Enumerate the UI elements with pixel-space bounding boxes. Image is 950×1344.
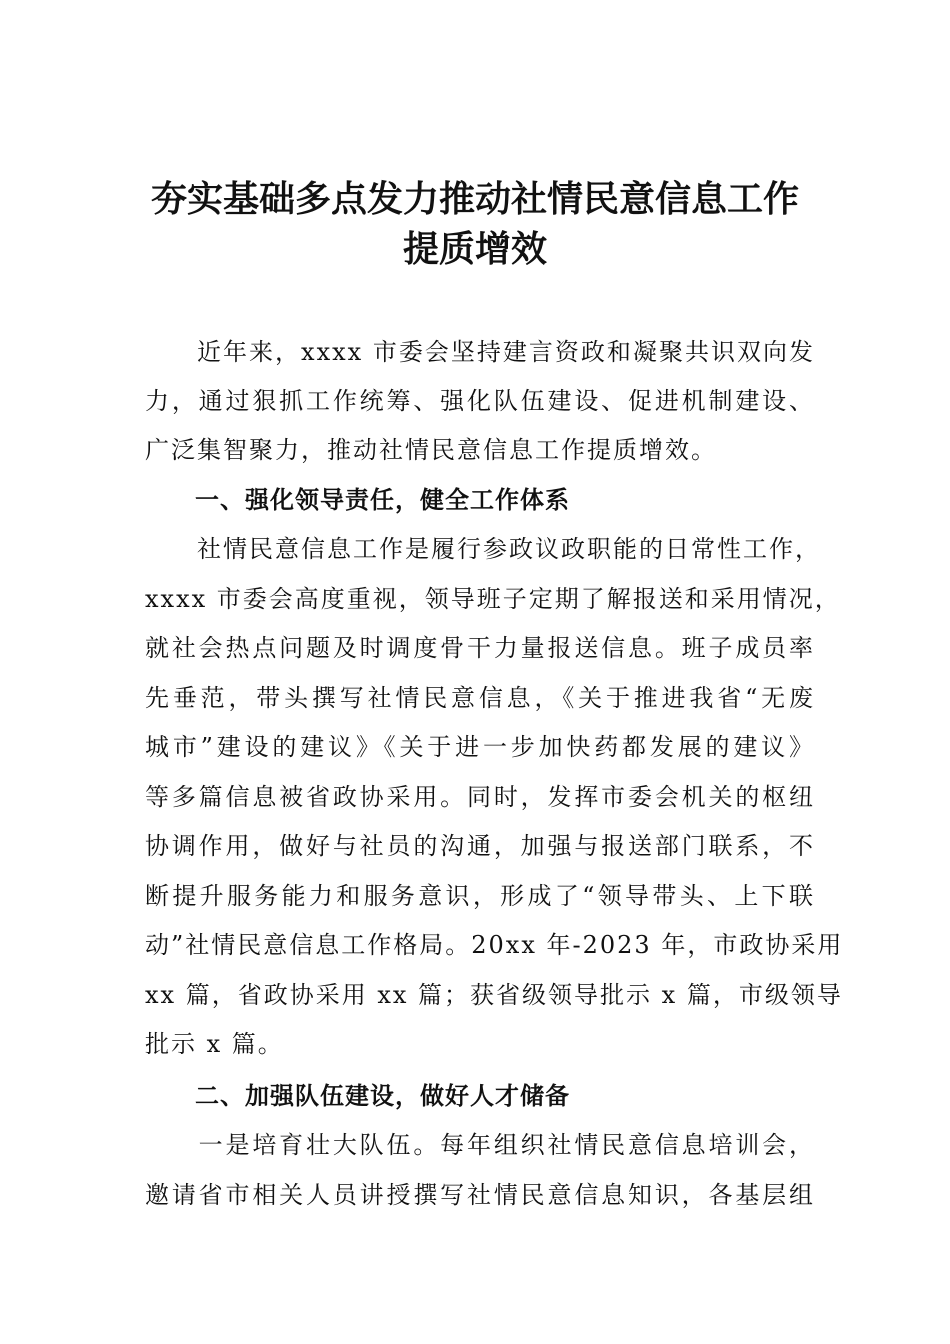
paragraph-line: 断提升服务能力和服务意识，形成了“领导带头、上下联 — [145, 882, 815, 910]
paragraph-line: 动”社情民意信息工作格局。20xx 年-2023 年，市政协采用 — [145, 931, 844, 959]
paragraph-line: 一是培育壮大队伍。每年组织社情民意信息培训会， — [145, 1131, 815, 1159]
paragraph-line: 批示 x 篇。 — [145, 1030, 284, 1058]
paragraph-line: 协调作用，做好与社员的沟通，加强与报送部门联系，不 — [145, 832, 815, 860]
paragraph-line: 广泛集智聚力，推动社情民意信息工作提质增效。 — [145, 436, 717, 464]
document-title-line-1: 夯实基础多点发力推动社情民意信息工作 — [150, 178, 799, 220]
paragraph-line: 先垂范，带头撰写社情民意信息，《关于推进我省“无废 — [145, 684, 815, 712]
section-heading-1: 一、强化领导责任，健全工作体系 — [195, 486, 570, 514]
paragraph-line: xx 篇，省政协采用 xx 篇；获省级领导批示 x 篇，市级领导 — [145, 981, 843, 1009]
paragraph-line: xxxx 市委会高度重视，领导班子定期了解报送和采用情况， — [145, 585, 841, 613]
paragraph-line: 就社会热点问题及时调度骨干力量报送信息。班子成员率 — [145, 634, 815, 662]
paragraph-line: 等多篇信息被省政协采用。同时，发挥市委会机关的枢纽 — [145, 783, 815, 811]
paragraph-line: 社情民意信息工作是履行参政议政职能的日常性工作， — [145, 535, 821, 563]
paragraph-line: 城市”建设的建议》《关于进一步加快药都发展的建议》 — [145, 733, 815, 761]
paragraph-line: 力，通过狠抓工作统筹、强化队伍建设、促进机制建设、 — [145, 387, 815, 415]
paragraph-line: 邀请省市相关人员讲授撰写社情民意信息知识，各基层组 — [145, 1181, 815, 1209]
document-title-line-2: 提质增效 — [402, 228, 547, 270]
section-heading-2: 二、加强队伍建设，做好人才储备 — [195, 1082, 570, 1110]
paragraph-line: 近年来，xxxx 市委会坚持建言资政和凝聚共识双向发 — [145, 338, 815, 366]
